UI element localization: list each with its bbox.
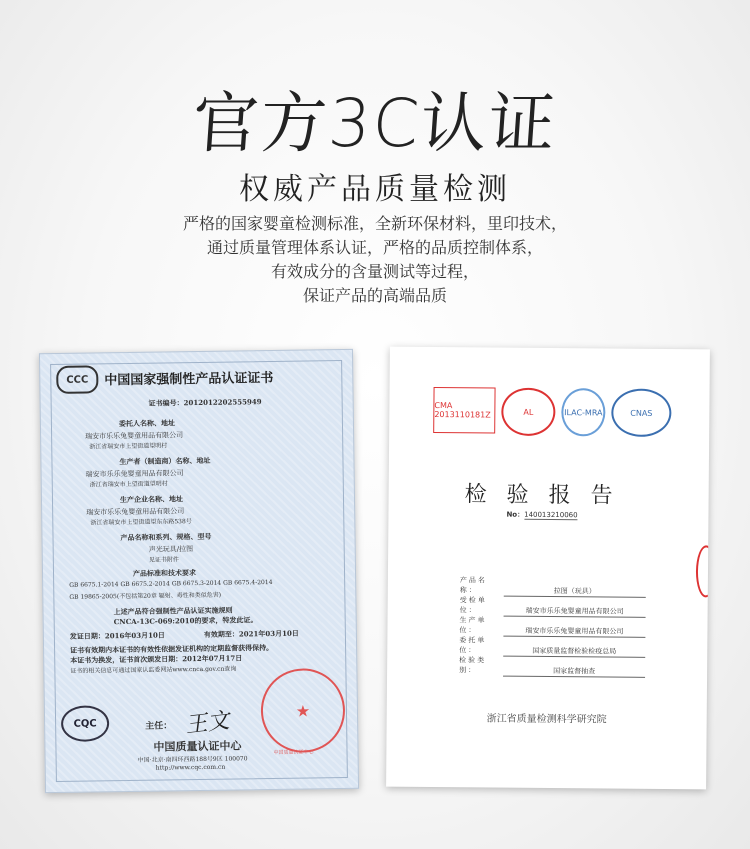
ilac-logo-icon: ILAC-MRA xyxy=(561,388,605,436)
applicant-address: 浙江省瑞安市上望街道望明村 xyxy=(89,442,168,451)
report-row-key: 检验类别： xyxy=(459,656,487,675)
seal-star-icon: ★ xyxy=(295,700,311,721)
applicant-name: 瑞安市乐乐兔婴童用品有限公司 xyxy=(85,431,184,441)
org-name: 中国质量认证中心 xyxy=(153,739,242,754)
cal-logo-icon: AL xyxy=(501,388,555,436)
report-row xyxy=(459,635,645,658)
cnas-logo-icon: CNAS xyxy=(611,389,671,438)
report-row-value: 瑞安市乐乐兔婴童用品有限公司 xyxy=(504,606,646,618)
report-row xyxy=(459,615,645,638)
org-address: 中国·北京·南四环西路188号9区 100070 xyxy=(137,755,248,764)
report-row-key: 委托单位： xyxy=(459,636,487,655)
factory-name: 瑞安市乐乐兔婴童用品有限公司 xyxy=(86,507,185,517)
report-logos xyxy=(433,387,671,439)
factory-address: 浙江省瑞安市上望街道望东东路538号 xyxy=(90,518,192,527)
maker-address: 浙江省瑞安市上望街道望明村 xyxy=(89,480,168,489)
standard-label: 产品标准和技术要求 xyxy=(132,568,197,578)
chief-label: 主任： xyxy=(145,721,173,732)
report-row-key: 受检单位： xyxy=(459,596,487,615)
report-row-key: 生产单位： xyxy=(459,616,487,635)
expire-date: 有效期至：2021年03月10日 xyxy=(203,628,299,639)
issue-date: 发证日期：2016年03月10日 xyxy=(69,630,165,641)
certificate-note: 本证书为换发，证书首次颁发日期：2012年07月17日 xyxy=(70,653,243,665)
rule-line: 上述产品符合强制性产品认证实施规则 xyxy=(113,605,233,617)
report-row xyxy=(459,655,645,678)
report-institute: 浙江省质量检测科学研究院 xyxy=(486,713,607,726)
standard-line: GB 6675.1-2014 GB 6675.2-2014 GB 6675.3-2014 GB 6675.4-2014 xyxy=(69,578,273,589)
description xyxy=(0,212,750,308)
page-subtitle: 权威产品质量检测 xyxy=(239,172,511,207)
product-attachment: 见证书附件 xyxy=(148,556,179,564)
description-line: 通过质量管理体系认证，严格的品质控制体系， xyxy=(206,238,543,257)
applicant-label: 委托人名称、地址 xyxy=(118,418,175,429)
report-row-key: 产品名称： xyxy=(459,576,487,595)
report-number-value: 140013210060 xyxy=(524,510,578,520)
certificate-number: 证书编号：2012012202555949 xyxy=(148,397,262,408)
description-line: 保证产品的高端品质 xyxy=(302,286,447,305)
standard-line: GB 19865-2005(不包括第20章 辐射、毒性和类似危害) xyxy=(69,591,222,601)
report-row-value: 拉图（玩具） xyxy=(504,586,646,598)
rule-line: CNCA-13C-069:2010的要求，特发此证。 xyxy=(113,615,258,627)
page-title: 官方3C认证 xyxy=(189,85,560,162)
ccc-certificate xyxy=(39,349,359,793)
report-number xyxy=(506,510,577,521)
inspection-report xyxy=(386,347,710,790)
product-label: 产品名称和系列、规格、型号 xyxy=(120,531,212,543)
ccc-logo-icon: CCC xyxy=(56,365,98,394)
report-row-value: 国家质量监督检验检疫总局 xyxy=(503,646,645,658)
report-row-value: 瑞安市乐乐兔婴童用品有限公司 xyxy=(503,626,645,638)
report-number-label: No： xyxy=(506,510,525,519)
report-row xyxy=(460,575,646,598)
product-name: 声光玩具/拉图 xyxy=(148,545,194,554)
certificate-title: 中国国家强制性产品认证证书 xyxy=(104,370,274,389)
cma-logo-icon: CMA 2013110181Z xyxy=(433,387,495,434)
seal-text: 中国质量认证中心 xyxy=(273,749,314,756)
factory-label: 生产企业名称、地址 xyxy=(119,494,184,505)
certificate-note: 证书的相关信息可通过国家认监委网站www.cnca.gov.cn查询 xyxy=(70,665,237,675)
report-row-value: 国家监督抽查 xyxy=(503,666,645,678)
signature: 王文 xyxy=(184,708,231,739)
certificate-note: 证书有效期内本证书的有效性依据发证机构的定期监督获得保持。 xyxy=(70,642,274,655)
report-row xyxy=(460,595,646,618)
org-url: http://www.cqc.com.cn xyxy=(155,763,226,772)
report-title: 检验报告 xyxy=(464,482,633,509)
maker-label: 生产者（制造商）名称、地址 xyxy=(119,455,211,467)
description-line: 严格的国家婴童检测标准，全新环保材料，里印技术， xyxy=(182,214,567,233)
cqc-logo-icon: CQC xyxy=(61,705,109,742)
description-line: 有效成分的含量测试等过程， xyxy=(270,262,479,281)
seal-edge-icon xyxy=(696,545,710,597)
maker-name: 瑞安市乐乐兔婴童用品有限公司 xyxy=(85,469,184,479)
